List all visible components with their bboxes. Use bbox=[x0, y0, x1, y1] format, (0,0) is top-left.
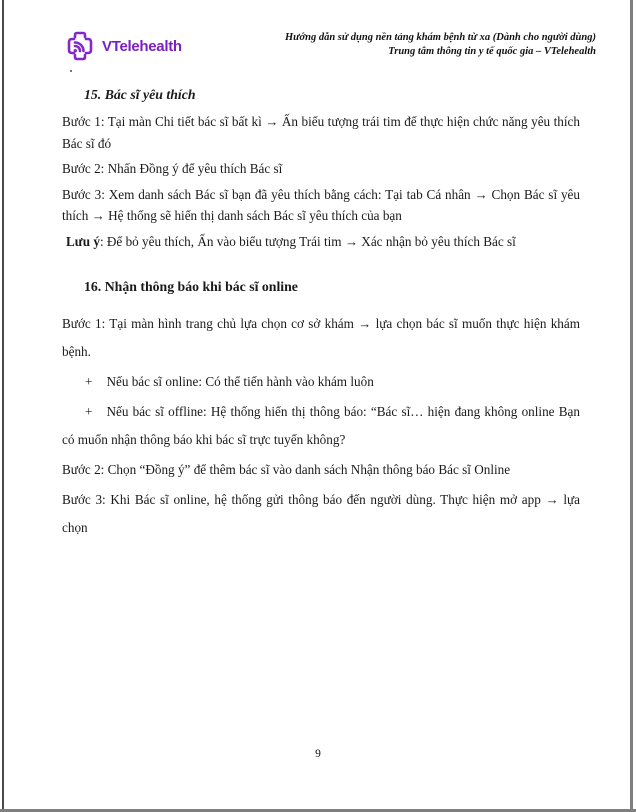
section-15-note bbox=[62, 231, 580, 253]
section-16-step-2: Bước 2: Chọn “Đồng ý” để thêm bác sĩ vào danh sách Nhận thông báo Bác sĩ Online bbox=[62, 462, 511, 477]
section-15-step-2: Bước 2: Nhấn Đồng ý để yêu thích Bác sĩ bbox=[62, 161, 283, 176]
page-edge-left-line bbox=[2, 0, 4, 812]
brand-name: VTelehealth bbox=[102, 37, 182, 55]
section-16-step-1: Bước 1: Tại màn hình trang chủ lựa chọn cơ sở khám → lựa chọn bác sĩ muốn thực hiện khám bệnh. bbox=[62, 316, 580, 359]
bullet-plus-marker: + bbox=[85, 404, 93, 419]
bullet-plus-marker: + bbox=[85, 374, 93, 389]
header-subtitle-line2: Trung tâm thông tin y tế quốc gia – VTelehealth bbox=[388, 46, 596, 57]
document-body bbox=[62, 86, 580, 544]
logo-dot bbox=[70, 70, 72, 72]
vtelehealth-logo bbox=[64, 30, 182, 62]
page-number: 9 bbox=[315, 748, 321, 760]
section-16-bullet-2 bbox=[62, 398, 580, 454]
section-16-step-3: Bước 3: Khi Bác sĩ online, hệ thống gửi thông báo đến người dùng. Thực hiện mở app → lựa chọn bbox=[62, 492, 580, 535]
note-text: : Để bỏ yêu thích, Ấn vào biểu tượng Trái tim → Xác nhận bỏ yêu thích Bác sĩ bbox=[99, 233, 516, 249]
section-16-bullet-1 bbox=[62, 368, 580, 396]
note-label: Lưu ý bbox=[66, 233, 100, 249]
bullet-2-text: Nếu bác sĩ offline: Hệ thống hiển thị thông báo: “Bác sĩ… hiện đang không online Bạn có muốn nhận thông báo khi bác sĩ trực tuyến không? bbox=[62, 404, 580, 447]
header-subtitle-line1: Hướng dẫn sử dụng nền tảng khám bệnh từ xa (Dành cho người dùng) bbox=[285, 32, 596, 43]
document-header bbox=[285, 31, 596, 59]
section-15-step-1: Bước 1: Tại màn Chi tiết bác sĩ bất kì → Ấn biểu tượng trái tim để thực hiện chức năng yêu thích Bác sĩ đó bbox=[62, 114, 580, 151]
section-16-heading: 16. Nhận thông báo khi bác sĩ online bbox=[84, 279, 298, 294]
vtelehealth-cross-signal-icon bbox=[64, 30, 96, 62]
section-15-heading: 15. Bác sĩ yêu thích bbox=[84, 87, 196, 102]
section-15-step-3: Bước 3: Xem danh sách Bác sĩ bạn đã yêu thích bằng cách: Tại tab Cá nhân → Chọn Bác sĩ yêu thích → Hệ thống sẽ hiển thị danh sách Bác sĩ yêu thích của bạn bbox=[62, 186, 580, 223]
page-edge-right-line bbox=[630, 0, 633, 812]
bullet-1-text: Nếu bác sĩ online: Có thể tiến hành vào khám luôn bbox=[106, 374, 374, 389]
